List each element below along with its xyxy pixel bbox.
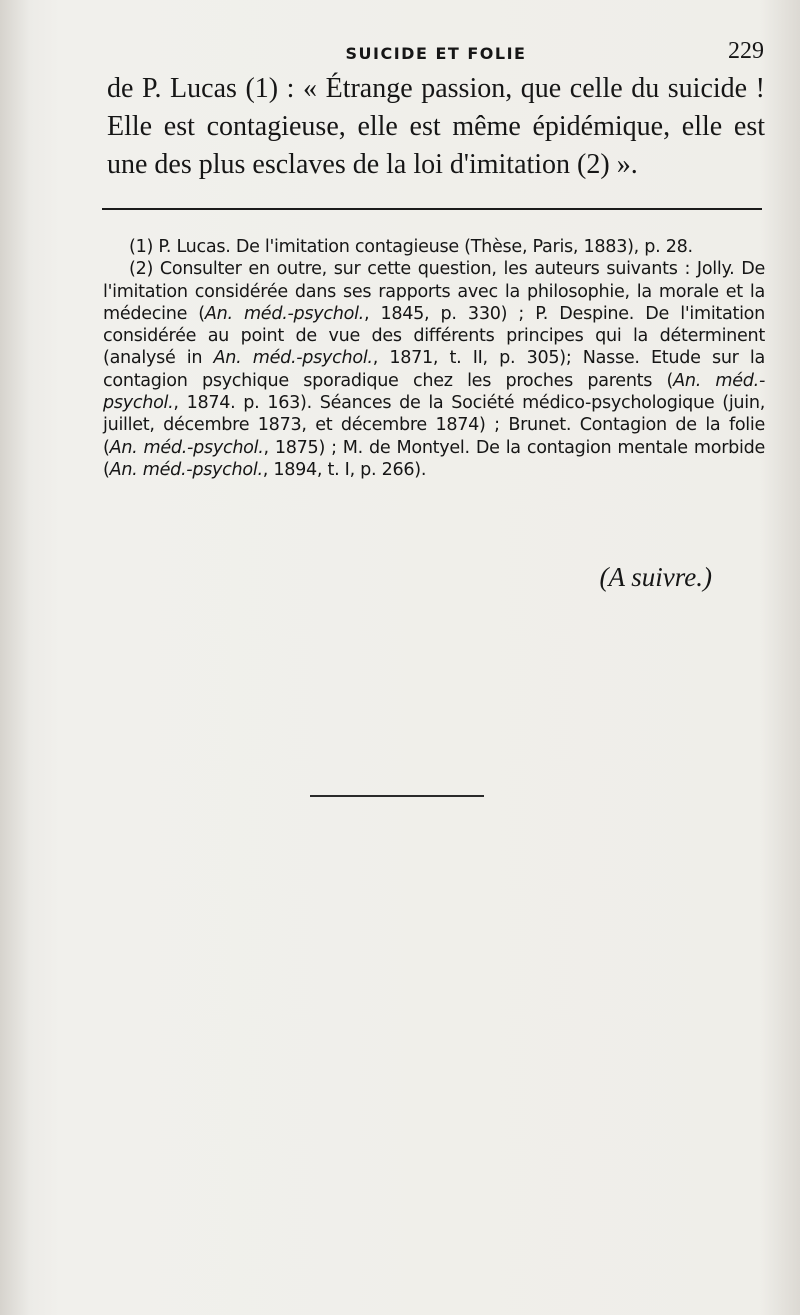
journal-title: An. méd.-psychol. xyxy=(103,370,765,414)
page-number: 229 xyxy=(728,38,764,64)
journal-title: An. méd.-psychol. xyxy=(109,459,263,480)
to-be-continued: (A suivre.) xyxy=(599,562,712,592)
footnote-2-text: , 1874. p. 163). Séances de la Société médico-psychologique (juin, juillet, décembre 1873, et décembre 1874) ; Brunet. Contagion de la folie ( xyxy=(103,393,765,458)
journal-title: An. méd.-psychol. xyxy=(204,303,364,324)
footnote-1 xyxy=(103,236,765,258)
footnote-2-text: , 1875) ; M. de Montyel. De la contagion mentale morbide ( xyxy=(103,437,765,480)
body-text xyxy=(107,70,765,184)
running-head: SUICIDE ET FOLIE xyxy=(345,44,527,63)
footnote-separator xyxy=(102,208,762,210)
footnote-2-text: , 1845, p. 330) ; P. Despine. De l'imitation considérée au point de vue des différents principes qui la déterminent (analysé in xyxy=(103,303,765,369)
page-header xyxy=(108,36,764,66)
footnote-2-text: , 1894, t. I, p. 266). xyxy=(262,459,427,480)
footnotes xyxy=(103,236,765,481)
footnote-2-text: (2) Consulter en outre, sur cette question, les auteurs suivants : Jolly. De l'imitation considérée dans ses rapports avec la philosophie, la morale et la médecine ( xyxy=(103,259,765,324)
footnote-2-text: , 1871, t. II, p. 305); Nasse. Etude sur la contagion psychique sporadique chez les proches parents ( xyxy=(103,348,765,391)
journal-title: An. méd.-psychol. xyxy=(213,348,373,369)
footnote-1-text: (1) P. Lucas. De l'imitation contagieuse (Thèse, Paris, 1883), p. 28. xyxy=(129,237,693,257)
body-paragraph: de P. Lucas (1) : « Étrange passion, que celle du suicide ! Elle est contagieuse, elle est même épidémique, elle est une des plus esclaves de la loi d'imitation (2) ». xyxy=(107,73,765,180)
journal-title: An. méd.-psychol. xyxy=(109,437,264,458)
footnote-2 xyxy=(103,258,765,481)
end-rule xyxy=(310,795,484,797)
